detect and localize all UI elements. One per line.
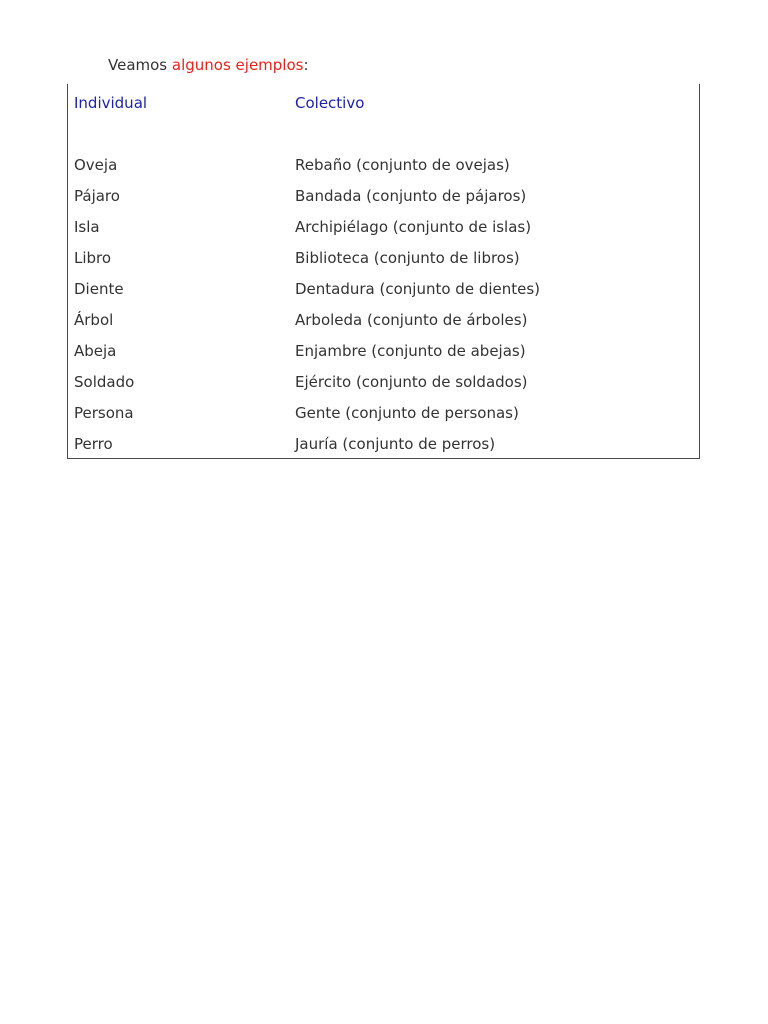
row-colectivo: Arboleda (conjunto de árboles) bbox=[295, 311, 528, 329]
row-colectivo: Dentadura (conjunto de dientes) bbox=[295, 280, 541, 298]
row-colectivo: Gente (conjunto de personas) bbox=[295, 404, 519, 422]
row-colectivo: Archipiélago (conjunto de islas) bbox=[295, 218, 532, 236]
row-individual: Perro bbox=[74, 435, 113, 453]
intro-paragraph bbox=[108, 56, 309, 74]
row-colectivo: Biblioteca (conjunto de libros) bbox=[295, 249, 520, 267]
row-colectivo: Jauría (conjunto de perros) bbox=[295, 435, 496, 453]
row-colectivo: Enjambre (conjunto de abejas) bbox=[295, 342, 526, 360]
header-colectivo: Colectivo bbox=[295, 94, 365, 112]
row-colectivo: Bandada (conjunto de pájaros) bbox=[295, 187, 527, 205]
row-individual: Oveja bbox=[74, 156, 118, 174]
intro-highlight: algunos ejemplos bbox=[171, 56, 304, 74]
intro-suffix: : bbox=[303, 56, 309, 74]
row-individual: Abeja bbox=[74, 342, 117, 360]
row-individual: Persona bbox=[74, 404, 134, 422]
row-colectivo: Rebaño (conjunto de ovejas) bbox=[295, 156, 510, 174]
collective-nouns-table bbox=[67, 84, 700, 459]
header-individual: Individual bbox=[74, 94, 148, 112]
row-individual: Diente bbox=[74, 280, 124, 298]
row-individual: Libro bbox=[74, 249, 112, 267]
row-individual: Isla bbox=[74, 218, 100, 236]
intro-prefix: Veamos bbox=[108, 56, 172, 74]
row-colectivo: Ejército (conjunto de soldados) bbox=[295, 373, 528, 391]
row-individual: Soldado bbox=[74, 373, 135, 391]
row-individual: Pájaro bbox=[74, 187, 120, 205]
row-individual: Árbol bbox=[74, 311, 114, 329]
